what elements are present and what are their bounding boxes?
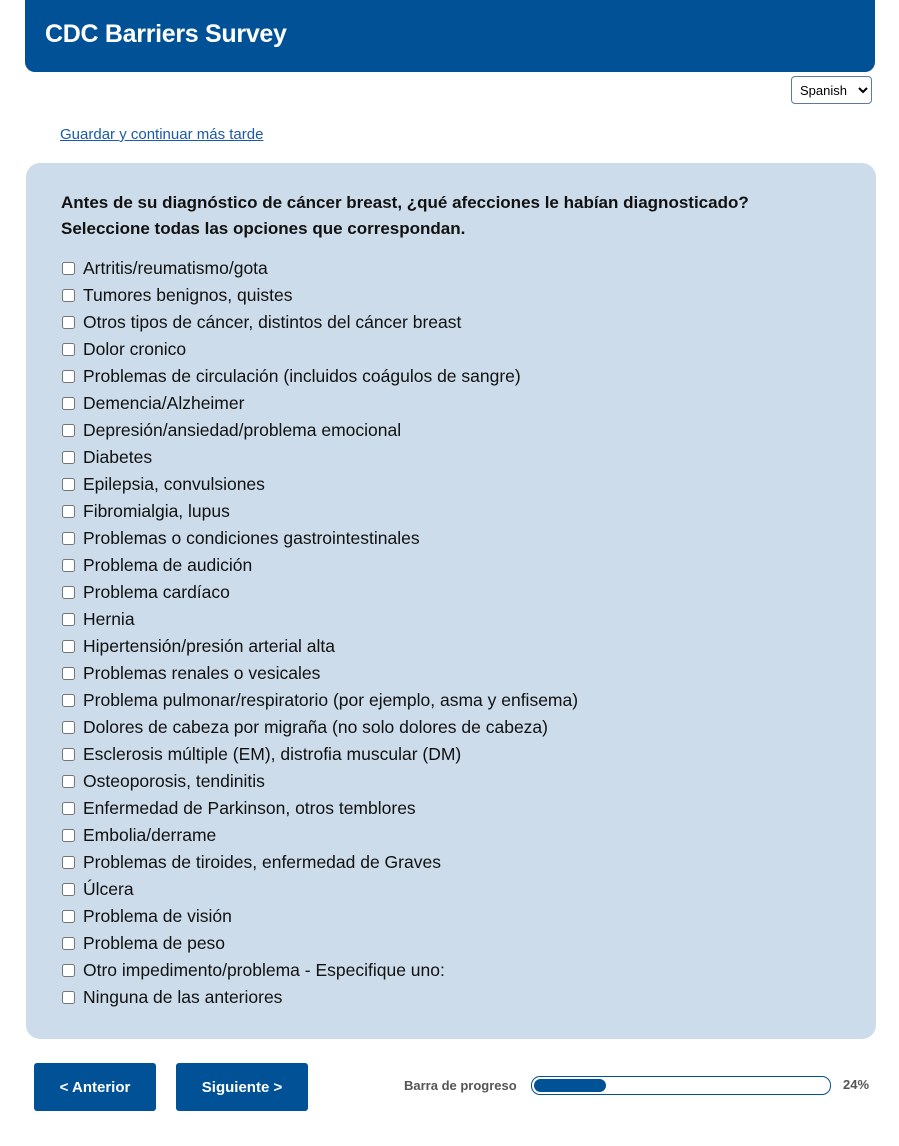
option-label: Hernia (83, 609, 135, 629)
option-checkbox[interactable] (62, 964, 75, 977)
option-item[interactable] (62, 876, 578, 903)
option-checkbox[interactable] (62, 829, 75, 842)
option-item[interactable] (62, 390, 578, 417)
option-checkbox[interactable] (62, 991, 75, 1004)
option-label: Embolia/derrame (83, 825, 217, 845)
option-item[interactable] (62, 444, 578, 471)
option-item[interactable] (62, 552, 578, 579)
option-item[interactable] (62, 498, 578, 525)
option-item[interactable] (62, 903, 578, 930)
option-item[interactable] (62, 255, 578, 282)
previous-button[interactable]: < Anterior (34, 1063, 156, 1111)
option-checkbox[interactable] (62, 424, 75, 437)
option-label: Problemas de tiroides, enfermedad de Graves (83, 852, 441, 872)
progress-percent: 24% (843, 1077, 870, 1092)
option-label: Dolores de cabeza por migraña (no solo dolores de cabeza) (83, 717, 548, 737)
option-checkbox[interactable] (62, 694, 75, 707)
question-text: Antes de su diagnóstico de cáncer breast, ¿qué afecciones le habían diagnosticado? Seleccione todas las opciones que correspondan. (61, 193, 749, 238)
option-label: Fibromialgia, lupus (83, 501, 230, 521)
option-checkbox[interactable] (62, 721, 75, 734)
option-item[interactable] (62, 525, 578, 552)
option-checkbox[interactable] (62, 343, 75, 356)
option-label: Úlcera (83, 879, 134, 899)
option-item[interactable] (62, 633, 578, 660)
option-checkbox[interactable] (62, 262, 75, 275)
option-checkbox[interactable] (62, 586, 75, 599)
option-label: Epilepsia, convulsiones (83, 474, 265, 494)
option-label: Enfermedad de Parkinson, otros temblores (83, 798, 416, 818)
next-button[interactable]: Siguiente > (176, 1063, 308, 1111)
progress-label: Barra de progreso (404, 1078, 517, 1093)
option-label: Esclerosis múltiple (EM), distrofia muscular (DM) (83, 744, 462, 764)
option-item[interactable] (62, 336, 578, 363)
option-checkbox[interactable] (62, 532, 75, 545)
option-label: Problemas renales o vesicales (83, 663, 321, 683)
option-label: Problemas de circulación (incluidos coágulos de sangre) (83, 366, 521, 386)
option-label: Diabetes (83, 447, 153, 467)
option-label: Osteoporosis, tendinitis (83, 771, 265, 791)
option-item[interactable] (62, 660, 578, 687)
option-label: Tumores benignos, quistes (83, 285, 293, 305)
option-item[interactable] (62, 606, 578, 633)
option-item[interactable] (62, 363, 578, 390)
option-label: Problema pulmonar/respiratorio (por ejemplo, asma y enfisema) (83, 690, 579, 710)
option-checkbox[interactable] (62, 775, 75, 788)
option-checkbox[interactable] (62, 667, 75, 680)
option-label: Depresión/ansiedad/problema emocional (83, 420, 402, 440)
option-item[interactable] (62, 930, 578, 957)
option-item[interactable] (62, 795, 578, 822)
option-label: Problema de visión (83, 906, 232, 926)
option-checkbox[interactable] (62, 613, 75, 626)
option-label: Hipertensión/presión arterial alta (83, 636, 335, 656)
option-item[interactable] (62, 579, 578, 606)
progress-fill (534, 1079, 606, 1092)
option-checkbox[interactable] (62, 289, 75, 302)
option-label: Problemas o condiciones gastrointestinales (83, 528, 420, 548)
option-checkbox[interactable] (62, 802, 75, 815)
options-list (62, 255, 578, 1011)
option-item[interactable] (62, 822, 578, 849)
option-label: Dolor cronico (83, 339, 187, 359)
option-label: Problema de peso (83, 933, 226, 953)
option-item[interactable] (62, 957, 578, 984)
page-title: CDC Barriers Survey (45, 20, 287, 48)
option-checkbox[interactable] (62, 397, 75, 410)
save-continue-later-link[interactable]: Guardar y continuar más tarde (60, 126, 264, 143)
option-checkbox[interactable] (62, 478, 75, 491)
option-checkbox[interactable] (62, 451, 75, 464)
option-item[interactable] (62, 309, 578, 336)
option-label: Problema de audición (83, 555, 253, 575)
option-item[interactable] (62, 768, 578, 795)
option-checkbox[interactable] (62, 856, 75, 869)
option-label: Otro impedimento/problema - Especifique uno: (83, 960, 445, 980)
option-checkbox[interactable] (62, 505, 75, 518)
option-item[interactable] (62, 849, 578, 876)
option-item[interactable] (62, 714, 578, 741)
progress-bar (531, 1076, 831, 1095)
option-item[interactable] (62, 984, 578, 1011)
option-item[interactable] (62, 417, 578, 444)
option-label: Demencia/Alzheimer (83, 393, 245, 413)
language-select[interactable] (791, 76, 872, 104)
question-panel (26, 163, 876, 1039)
option-checkbox[interactable] (62, 748, 75, 761)
option-item[interactable] (62, 687, 578, 714)
option-item[interactable] (62, 282, 578, 309)
header-banner (25, 0, 875, 72)
option-checkbox[interactable] (62, 559, 75, 572)
option-label: Otros tipos de cáncer, distintos del cáncer breast (83, 312, 462, 332)
option-checkbox[interactable] (62, 937, 75, 950)
option-label: Problema cardíaco (83, 582, 230, 602)
option-label: Ninguna de las anteriores (83, 987, 283, 1007)
option-item[interactable] (62, 741, 578, 768)
option-checkbox[interactable] (62, 370, 75, 383)
option-checkbox[interactable] (62, 640, 75, 653)
option-label: Artritis/reumatismo/gota (83, 258, 268, 278)
option-item[interactable] (62, 471, 578, 498)
option-checkbox[interactable] (62, 316, 75, 329)
option-checkbox[interactable] (62, 910, 75, 923)
option-checkbox[interactable] (62, 883, 75, 896)
